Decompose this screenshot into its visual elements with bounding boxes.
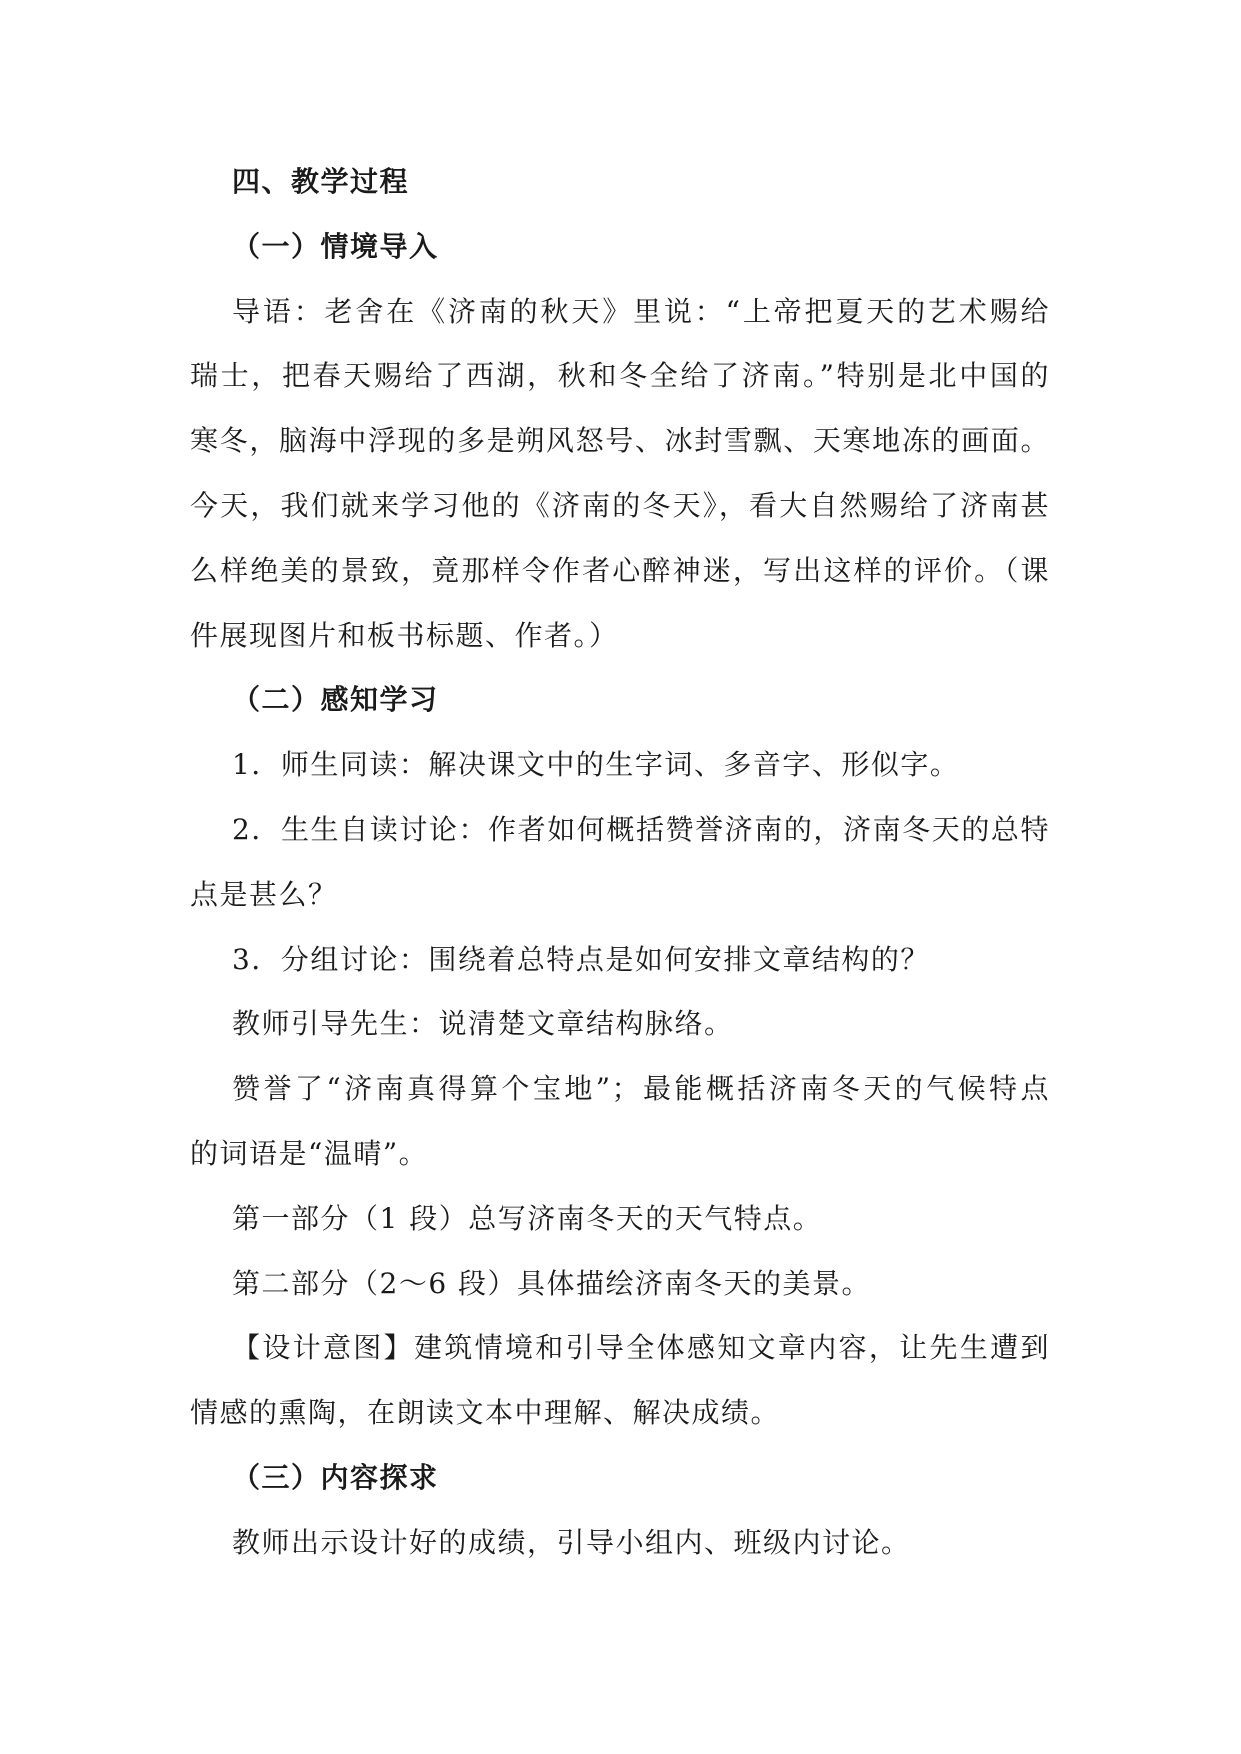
section-title: 四、教学过程 xyxy=(232,165,410,198)
part-1: 第一部分（1 段）总写济南冬天的天气特点。 xyxy=(232,1201,823,1235)
praise-line-1: 赞誉了“济南真得算个宝地”；最能概括济南冬天的气候特点 xyxy=(232,1072,1050,1106)
document-page xyxy=(190,150,1050,1576)
intro-line-4: 今天，我们就来学习他的《济南的冬天》，看大自然赐给了济南甚 xyxy=(190,488,1050,522)
part-2: 第二部分（2～6 段）具体描绘济南冬天的美景。 xyxy=(232,1266,872,1300)
teacher-guide: 教师引导先生：说清楚文章结构脉络。 xyxy=(232,1007,734,1041)
subsection-title-1: （一）情境导入 xyxy=(232,229,439,263)
item-2-line-2: 点是甚么？ xyxy=(190,877,338,911)
item-1: 1．师生同读：解决课文中的生字词、多音字、形似字。 xyxy=(232,748,960,782)
intro-line-5: 么样绝美的景致，竟那样令作者心醉神迷，写出这样的评价。（课 xyxy=(190,553,1050,587)
intro-line-1: 导语：老舍在《济南的秋天》里说：“上帝把夏天的艺术赐给 xyxy=(232,294,1050,328)
item-2-line-1: 2．生生自读讨论：作者如何概括赞誉济南的，济南冬天的总特 xyxy=(232,812,1050,846)
intro-line-6: 件展现图片和板书标题、作者。） xyxy=(190,618,619,652)
praise-line-2: 的词语是“温晴”。 xyxy=(190,1136,429,1170)
subsection-title-3: （三）内容探求 xyxy=(232,1460,439,1494)
item-3: 3．分组讨论：围绕着总特点是如何安排文章结构的？ xyxy=(232,942,930,976)
design-line-1: 【设计意图】建筑情境和引导全体感知文章内容，让先生遭到 xyxy=(232,1331,1050,1365)
final-line: 教师出示设计好的成绩，引导小组内、班级内讨论。 xyxy=(232,1525,911,1559)
intro-line-3: 寒冬，脑海中浮现的多是朔风怒号、冰封雪飘、天寒地冻的画面。 xyxy=(190,424,1050,458)
subsection-title-2: （二）感知学习 xyxy=(232,683,439,717)
design-line-2: 情感的熏陶，在朗读文本中理解、解决成绩。 xyxy=(190,1396,781,1430)
intro-line-2: 瑞士，把春天赐给了西湖，秋和冬全给了济南。”特别是北中国的 xyxy=(190,359,1050,393)
